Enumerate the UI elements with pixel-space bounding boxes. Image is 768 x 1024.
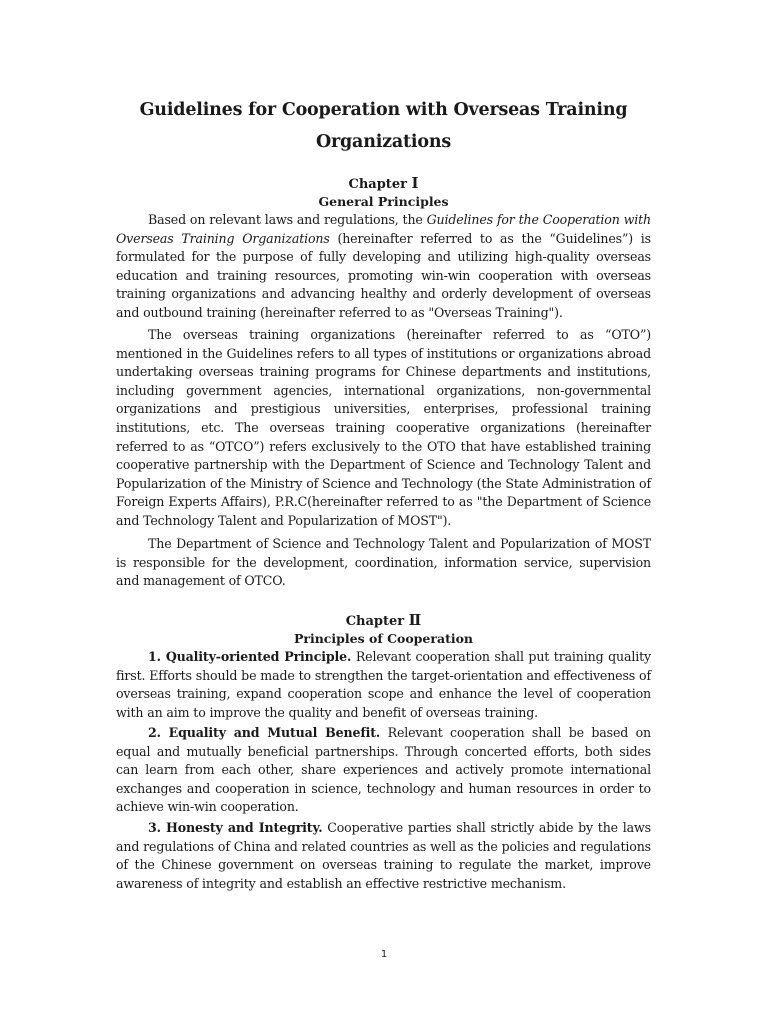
chapter-1-paragraph-3: The Department of Science and Technology Talent and Popularization of MOST is responsible for the development, coordination, information service, supervision and management of OTCO. xyxy=(116,536,651,589)
principle-item xyxy=(116,648,651,722)
chapter-1-paragraph-2: The overseas training organizations (hereinafter referred to as “OTO”) mentioned in the Guidelines refers to all types of institutions or organizations abroad undertaking overseas training programs for Chinese departments and institutions, including government agencies, international organizations, non-governmental organizations and prestigious universities, enterprises, professional training institutions, etc. The overseas training cooperative organizations (hereinafter referred to as “OTCO”) refers exclusively to the OTO that have established training cooperative partnership with the Department of Science and Technology Talent and Popularization of the Ministry of Science and Technology (the State Administration of Foreign Experts Affairs), P.R.C(hereinafter referred to as "the Department of Science and Technology Talent and Popularization of MOST"). xyxy=(116,327,651,528)
principle-text: Cooperative parties shall strictly abide by the laws and regulations of China and related countries as well as the policies and regulations of the Chinese government on overseas training to regulate the market, improve awareness of integrity and establish an effective restrictive mechanism. xyxy=(116,820,651,891)
chapter-2-label: Chapter xyxy=(345,614,409,629)
guidelines-title-italic: Guidelines for the Cooperation with Overseas Training Organizations xyxy=(116,212,651,246)
chapter-2-subheading: Principles of Cooperation xyxy=(293,631,474,646)
paragraph-lead: Based on relevant laws and regulations, the xyxy=(148,212,427,227)
chapter-2-numeral: Ⅱ xyxy=(408,611,422,629)
principle-item xyxy=(116,724,651,817)
chapter-1-label: Chapter xyxy=(348,177,412,192)
principle-title: 2. Equality and Mutual Benefit. xyxy=(148,725,381,740)
principle-item xyxy=(116,819,651,893)
chapter-1-numeral: Ⅰ xyxy=(411,174,419,192)
chapter-1-paragraph-1 xyxy=(116,211,651,323)
page-number: 1 xyxy=(380,949,388,960)
principle-title: 1. Quality-oriented Principle. xyxy=(148,649,352,664)
principle-text: Relevant cooperation shall put training quality first. Efforts should be made to strengthen the target-orientation and effectiveness of overseas training, expand cooperation scope and enhance the level of cooperation with an aim to improve the quality and benefit of overseas training. xyxy=(116,649,651,720)
principle-text: Relevant cooperation shall be based on equal and mutually beneficial partnerships. Through concerted efforts, both sides can learn from each other, share experiences and actively promote international exchanges and cooperation in science, technology and human resources in order to achieve win-win cooperation. xyxy=(116,725,651,815)
principle-title: 3. Honesty and Integrity. xyxy=(148,820,323,835)
chapter-1-subheading: General Principles xyxy=(318,194,449,209)
title-line-2: Organizations xyxy=(315,132,452,152)
document-title xyxy=(116,94,651,158)
paragraph-rest: (hereinafter referred to as the “Guidelines”) is formulated for the purpose of fully developing and utilizing high-quality overseas education and training resources, promoting win-win cooperation with overseas training organizations and advancing healthy and orderly development of overseas and outbound training (hereinafter referred to as "Overseas Training"). xyxy=(116,230,651,320)
title-line-1: Guidelines for Cooperation with Overseas Training xyxy=(139,100,628,120)
